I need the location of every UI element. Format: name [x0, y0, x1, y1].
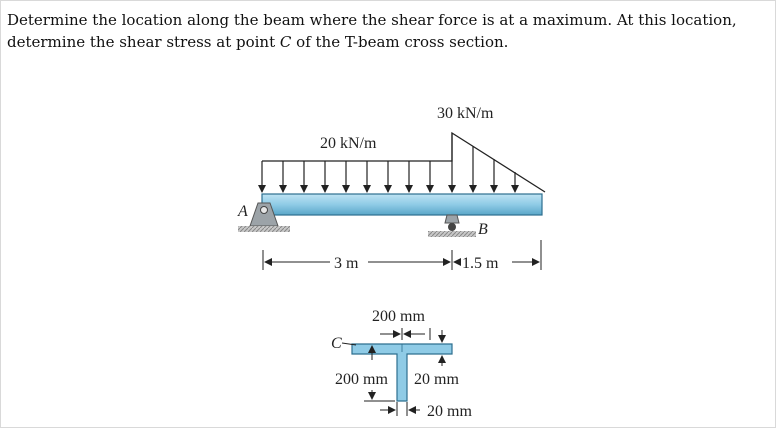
web-thickness-dimension	[380, 402, 420, 416]
uniform-load-label: 20 kN/m	[320, 135, 377, 152]
web-thickness-label: 20 mm	[427, 403, 472, 420]
overhang-dimension-label: 1.5 m	[462, 255, 499, 272]
support-a-label: A	[238, 203, 248, 220]
flange-width-label: 200 mm	[372, 308, 425, 325]
distributed-load	[262, 133, 545, 192]
span-dimension-label: 3 m	[334, 255, 359, 272]
point-c-label: C	[331, 335, 342, 352]
flange-width-dimension	[380, 328, 430, 340]
peak-load-label: 30 kN/m	[437, 105, 494, 122]
web-depth-label: 200 mm	[335, 371, 388, 388]
problem-line-2-end: of the T-beam cross section.	[291, 33, 509, 51]
problem-line-2-start: determine the shear stress at point	[7, 33, 280, 51]
problem-line-1: Determine the location along the beam where the shear force is at a maximum. At this location,	[7, 11, 737, 29]
problem-point-label: C	[279, 33, 292, 51]
roller-support-b	[428, 215, 476, 237]
beam	[262, 194, 542, 215]
support-b-label: B	[478, 221, 488, 238]
flange-thickness-label: 20 mm	[414, 371, 459, 388]
